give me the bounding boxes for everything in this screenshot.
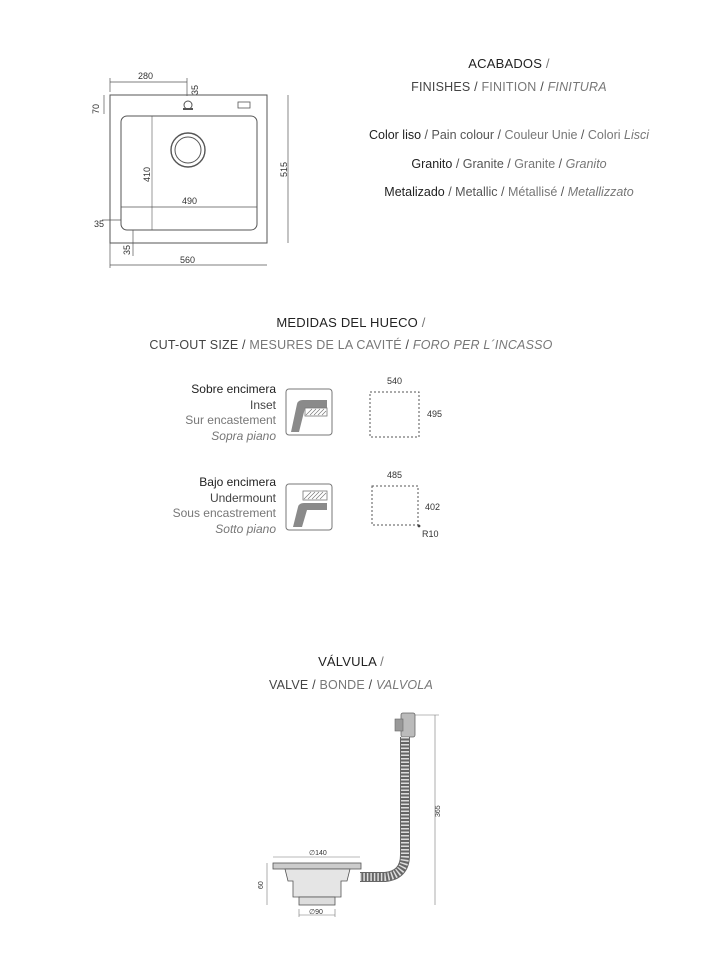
undermount-width: 485 [387, 470, 403, 480]
finish-row-metallic: Metalizado / Metallic / Métallisé / Metallizzato [384, 185, 634, 199]
inset-cutout-diagram [360, 370, 460, 445]
valve-title: VÁLVULA / [318, 654, 384, 669]
valve-height-dim: 365 [435, 805, 442, 817]
sink-drawing [80, 62, 310, 282]
finish-row-plain: Color liso / Pain colour / Couleur Unie / Colori Lisci [368, 128, 650, 142]
dim-280: 280 [138, 71, 154, 81]
valve-drawing [255, 705, 455, 930]
undermount-height: 402 [425, 502, 441, 512]
inset-icon [285, 388, 333, 436]
valve-dia-bottom: ∅90 [309, 909, 323, 916]
dim-515: 515 [279, 161, 289, 177]
finishes-subtitle: FINISHES / FINITION / FINITURA [411, 80, 607, 94]
cutout-title: MEDIDAS DEL HUECO / [276, 315, 426, 330]
undermount-labels: Bajo encimera Undermount Sous encastrement Sotto piano [172, 475, 276, 536]
dim-35-top: 35 [190, 84, 200, 95]
valve-subtitle: VALVE / BONDE / VALVOLA [269, 678, 433, 692]
dim-410: 410 [142, 166, 152, 182]
inset-height: 495 [427, 409, 443, 419]
finishes-title: ACABADOS / [468, 56, 550, 71]
valve-depth-dim: 60 [258, 881, 265, 889]
finish-row-granite: Granito / Granite / Granite / Granito [411, 157, 607, 171]
valve-dia-top: ∅140 [309, 850, 327, 857]
undermount-cutout-diagram [360, 465, 460, 545]
inset-labels: Sobre encimera Inset Sur encastement Sopra piano [185, 382, 276, 443]
inset-width: 540 [387, 376, 403, 386]
undermount-radius: R10 [422, 529, 439, 539]
undermount-icon [285, 483, 333, 531]
dim-70: 70 [91, 103, 101, 114]
cutout-subtitle: CUT-OUT SIZE / MESURES DE LA CAVITÉ / FORO PER L´INCASSO [149, 338, 553, 352]
dim-35-side: 35 [94, 219, 105, 229]
dim-560: 560 [180, 255, 196, 265]
dim-490: 490 [182, 196, 198, 206]
dim-35-bottom: 35 [122, 244, 132, 255]
